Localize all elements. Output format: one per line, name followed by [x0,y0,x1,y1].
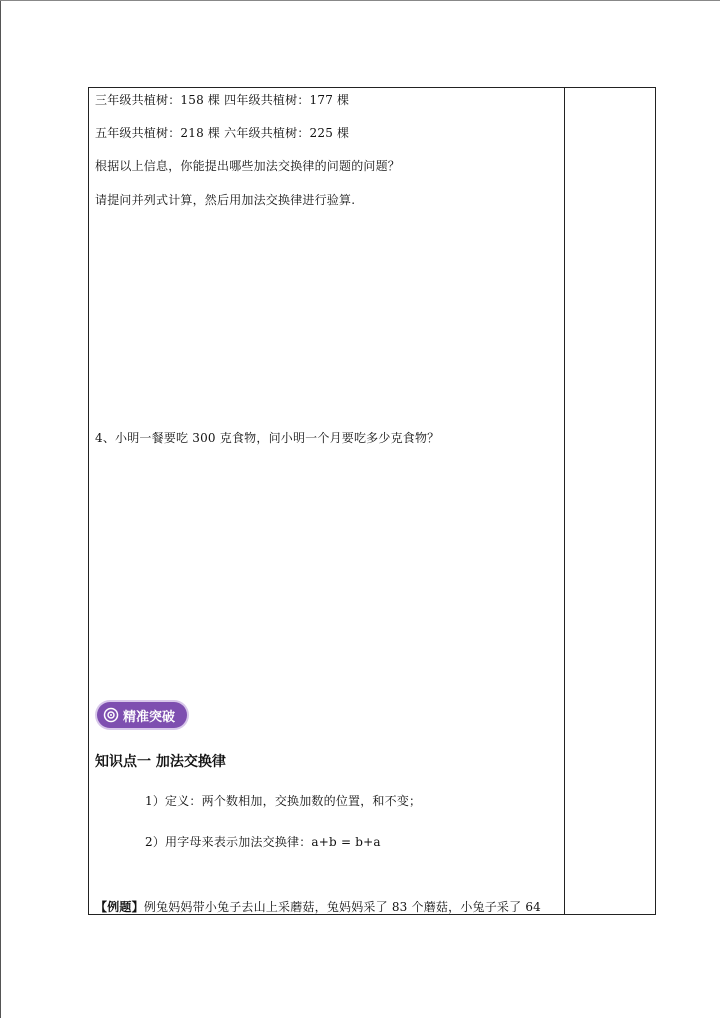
example-text: 例兔妈妈带小兔子去山上采蘑菇，兔妈妈采了 83 个蘑菇，小兔子采了 64 [143,900,541,914]
target-icon [103,707,119,723]
text-problem-4: 4、小明一餐要吃 300 克食物，问小明一个月要吃多少克食物？ [95,431,440,445]
column-divider [564,88,565,914]
page-edge-top [0,0,720,1]
text-instruction: 请提问并列式计算，然后用加法交换律进行验算. [95,193,356,207]
knowledge-heading: 知识点一 加法交换律 [95,754,226,770]
example-line [95,899,541,915]
section-badge [97,702,187,728]
page-edge [0,0,1,1018]
text-grade5-6: 五年级共植树：218 棵 六年级共植树：225 棵 [95,126,350,140]
lesson-table [88,87,656,915]
text-formula: 2）用字母来表示加法交换律：a+b = b+a [145,835,381,849]
text-question-intro: 根据以上信息，你能提出哪些加法交换律的问题的问题？ [95,159,401,173]
text-grade3-4: 三年级共植树：158 棵 四年级共植树：177 棵 [95,93,350,107]
text-definition: 1）定义：两个数相加，交换加数的位置，和不变； [145,794,422,808]
example-tag: 【例题】 [95,900,144,914]
badge-label: 精准突破 [123,709,176,725]
content-cell [89,88,564,914]
